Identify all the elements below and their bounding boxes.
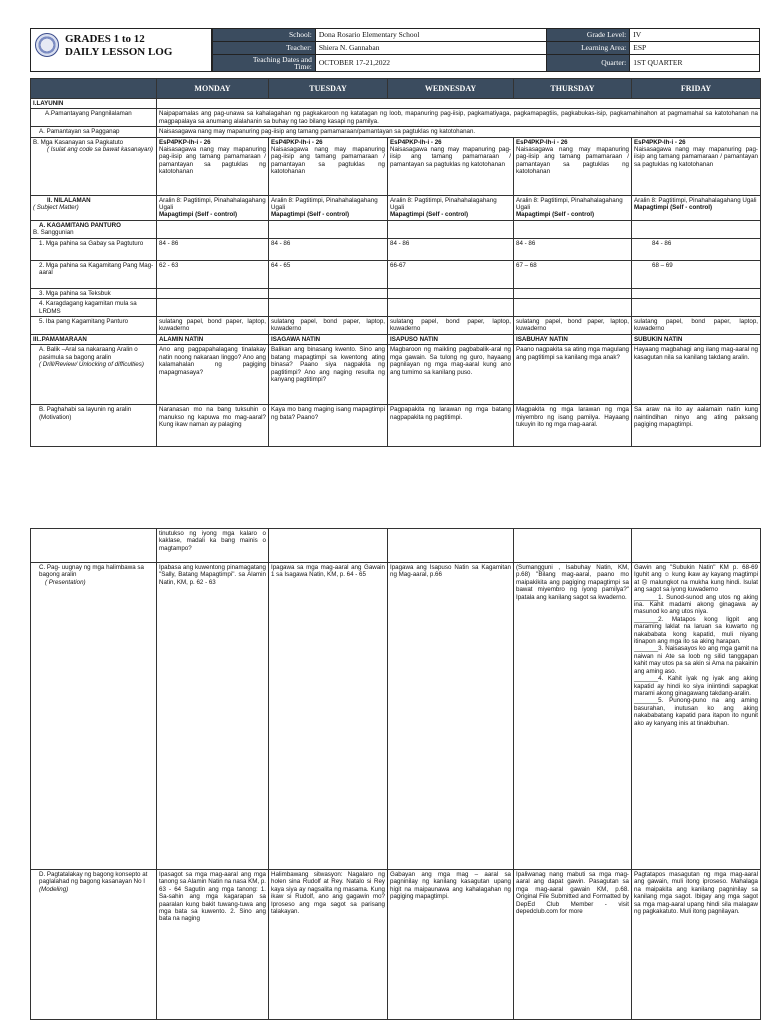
balik-aral-label (31, 345, 157, 405)
subukin-item-4: _______4. Kahit iyak ng iyak ang aking kapatid ay hindi ko siya iniintindi sapagkat marami akong ginagawang takdang-aralin. (634, 675, 758, 697)
competency: Naisasagawa nang may mapanuring pag-iisip ang tamang pamamaraan / pamantayan sa pagtuklas ng katotohanan (390, 146, 511, 168)
balik-aral-title: A. Balik –Aral sa nakaraang Aralin o pasimula sa bagong aralin (39, 346, 138, 361)
mapagtimpi: Mapagtimpi (Self - control) (390, 211, 469, 219)
school-info-table (212, 28, 760, 72)
pagtatalakay-thursday: Ipaliwanag nang mabuti sa mga mag-aaral ang dapat gawin. Pasagutan sa mga mag-aaral gawain KM, p.68. Original File Submitted and Formatted by DepEd Club Member - visit depedclub.com for more (514, 870, 632, 1020)
kasanayan-monday (157, 137, 269, 195)
title-line-2: DAILY LESSON LOG (65, 46, 173, 58)
empty-cell (31, 529, 157, 563)
dates-label-line-1: Teaching Dates and (252, 54, 312, 64)
code: EsP4PKP-Ih-i - 26 (516, 138, 568, 146)
deped-seal-icon (35, 33, 59, 57)
day-thursday: THURSDAY (514, 79, 632, 99)
empty-cell (388, 220, 514, 238)
pagtatalakay-title: D. Pagtatalakay ng bagong konsepto at paglalahad ng bagong kasanayan No I (39, 871, 148, 886)
kasanayan-title: B. Mga Kasanayan sa Pagkatuto (33, 138, 124, 146)
nilalaman-sub: ( Subject Matter) (33, 204, 79, 212)
pag-uugnay-monday: Ipabasa ang kuwentong pinamagatang "Sally, Batang Mapagtimpi". sa Alamin Natin, KM, p. 62 - 63 (157, 563, 269, 870)
gabay-tuesday: 84 - 86 (269, 238, 388, 260)
iba-thursday: sulatang papel, bond paper, laptop, kuwaderno (514, 317, 632, 335)
balik-aral-tuesday: Balikan ang binasang kwento. Sino ang batang mapagtimpi sa kwentong ating binasa? Paano siya nagpakita ng pagtitimpi? Ano ang naging resulta ng kanyang pagtitimpi? (269, 345, 388, 405)
kasanayan-sub: ( Isulat ang code sa bawat kasanayan) (47, 146, 153, 154)
title-line-1: GRADES 1 to 12 (65, 33, 145, 45)
quarter-value: 1ST QUARTER (630, 54, 760, 71)
empty-cell (269, 220, 388, 238)
kasanayan-wednesday (388, 137, 514, 195)
kasanayan-friday (632, 137, 761, 195)
pag-uugnay-thursday: (Sumangguni , Isabuhay Natin, KM, p.68) "Bilang mag-aaral, paano mo maipakikita ang pagiging mapagtimpi sa bawat miyembro ng iyong pamilya?" Ipatala ang kanilang sagot sa kwaderno. (514, 563, 632, 870)
pagtatalakay-tuesday: Halimbawang sitwasyon: Nagalaro ng holen sina Rudolf at Rey. Natalo si Rey kaya siya ay nagsalita ng masama. Kung ikaw si Rudolf, ano ang gagawin mo? Iproseso ang mga sagot sa parisang talakayan. (269, 870, 388, 1020)
balik-aral-thursday: Paano nagpakita sa ating mga magulang ang pagtitimpi sa kanilang mga anak? (514, 345, 632, 405)
school-value: Dona Rosario Elementary School (315, 29, 547, 42)
balik-aral-sub: ( Drill/Review/ Unlocking of difficulties) (39, 361, 144, 369)
phase-tuesday: ISAGAWA NATIN (269, 335, 388, 345)
kagamitang-pang-tuesday: 64 - 65 (269, 260, 388, 288)
dates-value: OCTOBER 17-21,2022 (315, 54, 547, 71)
gabay-friday: 84 - 86 (632, 238, 761, 260)
competency: Naisasagawa nang may mapanuring pag-iisip ang tamang pamamaraan / pamantayan sa pagtuklas ng katotohanan (271, 146, 385, 176)
teacher-value: Shiera N. Gannaban (315, 41, 547, 54)
aralin: Aralin 8: Pagtitimpi, Pinahahalagahang Ugali (390, 196, 497, 212)
empty-cell (157, 299, 269, 317)
aralin: Aralin 8: Pagtitimpi, Pinahahalagahang Ugali (159, 196, 266, 212)
kasanayan-label (31, 137, 157, 195)
pag-uugnay-tuesday: Ipagawa sa mga mag-aaral ang Gawain 1 sa Isagawa Natin, KM, p. 64 - 65 (269, 563, 388, 870)
kagamitan-title: A. KAGAMITANG PANTURO (39, 221, 121, 229)
paghahabi-wednesday: Pagpapakita ng larawan ng mga batang nagpapakita ng pagtitimpi. (388, 405, 514, 447)
kagamitang-pang-monday: 62 - 63 (157, 260, 269, 288)
competency: Naisasagawa nang may mapanuring pag-iisip ang tamang pamamaraan / pamantayan sa pagtuklas ng katotohanan (159, 146, 266, 176)
empty-cell (514, 529, 632, 563)
pagtatalakay-friday: Pagtatapos masagutan ng mga mag-aaral ang gawain, muli itong iproseso. Mahalaga na maipakita ang kanilang pagninilay sa kanilang mga sagot. Ibigay ang mga sagot sa mga mag-aaral upang hindi sila malagaw ng pagkakatuto. Muli itong pagnilayan. (632, 870, 761, 1020)
pamantayang-text: Naipapamalas ang pag-unawa sa kahalagahan ng pagkakaroon ng katatagan ng loob, mapanuring pag-iisip, pagkamatiyaga, pagkamapagtiis, pagkabukas-isip, pagkamahinahon at pagmamahal sa katotohanan na magpapalaya sa anumang alalahanin sa buhay ng tao bilang kasapi ng pamilya. (157, 109, 761, 127)
pagtatalakay-monday: Ipasagot sa mga mag-aaral ang mga tanong sa Alamin Natin na nasa KM, p. 63 - 64 Sagutin ang mga tanong: 1. Sa-sahin ang mga kagarapan sa paaralan kung bakit tuwang-tuwa ang mga bata sa kuwento. 2. Sino ang bata na naging (157, 870, 269, 1020)
area-value: ESP (630, 41, 760, 54)
mapagtimpi: Mapagtimpi (Self - control) (634, 204, 713, 212)
iba-wednesday: sulatang papel, bond paper, laptop, kuwaderno (388, 317, 514, 335)
code: EsP4PKP-Ih-i - 26 (634, 138, 686, 146)
empty-cell (157, 99, 761, 109)
empty-cell (269, 299, 388, 317)
karagdagang-label: 4. Karagdagang kagamitan mula sa LRDMS (31, 299, 157, 317)
code: EsP4PKP-Ih-i - 26 (390, 138, 442, 146)
iba-tuesday: sulatang papel, bond paper, laptop, kuwaderno (269, 317, 388, 335)
empty-cell (269, 288, 388, 298)
empty-cell (269, 529, 388, 563)
dates-label (213, 54, 316, 71)
phase-friday: SUBUKIN NATIN (632, 335, 761, 345)
phase-thursday: ISABUHAY NATIN (514, 335, 632, 345)
gabay-monday: 84 - 86 (157, 238, 269, 260)
empty-cell (157, 220, 269, 238)
nilalaman-tuesday (269, 195, 388, 220)
balik-aral-wednesday: Magbaroon ng maikling pagbabalik-aral ng mga gawain. Sa tulong ng guro, hayaang pagnilayan ng mga mag-aaral kung ano ang tumimo sa kanilang puso. (388, 345, 514, 405)
aralin: Aralin 8: Pagtitimpi, Pinahahalagahang Ugali (634, 196, 757, 204)
empty-cell (632, 529, 761, 563)
title-box (30, 28, 212, 72)
area-label: Learning Area: (547, 41, 630, 54)
nilalaman-wednesday (388, 195, 514, 220)
pagganap-label: A. Pamantayan sa Pagganap (31, 127, 157, 137)
paghahabi-friday: Sa araw na ito ay aalamain natin kung naintindihan ninyo ang ating paksang pagiging mapagtimpi. (632, 405, 761, 447)
day-monday: MONDAY (157, 79, 269, 99)
pagtatalakay-sub: (Modeling) (39, 885, 69, 893)
subukin-item-3: _______3. Naisasayos ko ang mga gamit na naiwan ni Ate sa loob ng silid tanggapan kahit may utos pa sa akin si Ama na pakainin ang aming aso. (634, 645, 758, 675)
nilalaman-friday (632, 195, 761, 220)
empty-cell (388, 529, 514, 563)
phase-monday: ALAMIN NATIN (157, 335, 269, 345)
page-2 (0, 528, 768, 1024)
competency: Naisasagawa nang may mapanuring pag-iisip ang tamang pamamaraan / pamantayan sa pagtuklas ng katotohanan (634, 146, 758, 168)
empty-cell (514, 288, 632, 298)
code: EsP4PKP-Ih-i - 26 (159, 138, 211, 146)
subukin-intro: Gawin ang "Subukin Natin" KM p. 68-69 Iguhit ang ☺ kung ikaw ay kayang magtimpi at ☹ malungkot na mukha kung hindi. Isulat ang sagot sa iyong kuwaderno (634, 564, 758, 594)
kagamitan-label (31, 220, 157, 238)
pag-uugnay-title: C. Pag- uugnay ng mga halimbawa sa bagong aralin (39, 564, 144, 579)
paghahabi-label: B. Paghahabi sa layunin ng aralin (Motivation) (31, 405, 157, 447)
layunin-heading: I.LAYUNIN (31, 99, 157, 109)
kagamitang-pang-friday: 68 – 69 (632, 260, 761, 288)
pagtatalakay-wednesday: Gabayan ang mga mag – aaral sa pagninilay ng kanilang kasagutan upang higit na maipaunawa ang kahalagahan ng pagiging mapagtimpi. (388, 870, 514, 1020)
empty-cell (514, 220, 632, 238)
pamantayang-label: A.Pamantayang Pangnilalaman (31, 109, 157, 127)
paghahabi-tuesday: Kaya mo bang maging isang mapagtimpi ng bata? Paano? (269, 405, 388, 447)
nilalaman-thursday (514, 195, 632, 220)
gabay-wednesday: 84 - 86 (388, 238, 514, 260)
gabay-thursday: 84 - 86 (514, 238, 632, 260)
aralin: Aralin 8: Pagtitimpi, Pinahahalagahang Ugali (271, 196, 378, 212)
grade-value: IV (630, 29, 760, 42)
kagamitang-pang-wednesday: 66-67 (388, 260, 514, 288)
document-title (65, 33, 172, 59)
pag-uugnay-friday (632, 563, 761, 870)
dates-label-line-2: Time: (294, 61, 312, 71)
lesson-table-page-2 (30, 528, 761, 1020)
kasanayan-thursday (514, 137, 632, 195)
subukin-item-1: _______1. Sunod-sunod ang utos ng aking ina. Kahit madami akong ginagawa ay masunod ko ang utos niya. (634, 593, 758, 616)
subukin-item-2: _______2. Matapos kong ligpit ang maraming laklat na laruan sa kuwarto ng nakababata kong kapatid, muli niyang itinapon ang mga ito sa aking harapan. (634, 615, 758, 646)
kagamitang-pang-thursday: 67 – 68 (514, 260, 632, 288)
school-label: School: (213, 29, 316, 42)
empty-cell (632, 288, 761, 298)
pag-uugnay-wednesday: Ipagawa ang Isapuso Natin sa Kagamitan ng Mag-aaral, p.66 (388, 563, 514, 870)
balik-aral-monday: Ano ang pagpapahalagang tinalakay natin noong nakaraan linggo? Ano ang kalamahalan ng pagiging mapagmasaya? (157, 345, 269, 405)
page-1 (0, 0, 768, 475)
gabay-label: 1. Mga pahina sa Gabay sa Pagtuturo (31, 238, 157, 260)
nilalaman-label (31, 195, 157, 220)
teacher-label: Teacher: (213, 41, 316, 54)
grade-label: Grade Level: (547, 29, 630, 42)
iba-monday: sulatang papel, bond paper, laptop, kuwaderno (157, 317, 269, 335)
empty-cell (157, 288, 269, 298)
subukin-item-5: _______5. Punong-puno na ang aming basurahan, inutusan ko ang aking nakababatang kapatid para itapon ito ngunit ako ay kanyang inis at tinakbuhan. (634, 697, 758, 727)
header-corner (31, 79, 157, 99)
pag-uugnay-sub: ( Presentation) (45, 578, 86, 586)
pamamaraan-heading: III..PAMAMARAAN (31, 335, 157, 345)
day-wednesday: WEDNESDAY (388, 79, 514, 99)
pagganap-text: Naisasagawa nang may mapanuring pag-iisip ang tamang pamamaraan/pamantayan sa pagtuklas ng katotohanan. (157, 127, 761, 137)
code: EsP4PKP-Ih-i - 26 (271, 138, 323, 146)
day-friday: FRIDAY (632, 79, 761, 99)
empty-cell (632, 220, 761, 238)
continued-monday: tinutukso ng iyong mga kalaro o kaklase, madali ka bang mainis o magtampo? (157, 529, 269, 563)
empty-cell (514, 299, 632, 317)
iba-label: 5. Iba pang Kagamitang Panturo (31, 317, 157, 335)
phase-wednesday: ISAPUSO NATIN (388, 335, 514, 345)
paghahabi-monday: Naranasan mo na bang tuksuhin o manukso ng kapuwa mo mag-aaral? Kung ikaw naman ay palaging (157, 405, 269, 447)
aralin: Aralin 8: Pagtitimpi, Pinahahalagahang Ugali (516, 196, 623, 212)
pagtatalakay-label (31, 870, 157, 1020)
nilalaman-title: II. NILALAMAN (47, 196, 91, 204)
competency: Naisasagawa nang may mapanuring pag-iisip ang tamang pamamaraan / pamantayan sa pagtuklas ng katotohanan (516, 146, 629, 176)
empty-cell (388, 299, 514, 317)
mapagtimpi: Mapagtimpi (Self - control) (159, 211, 238, 219)
paghahabi-thursday: Magpakita ng mga larawan ng mga miyembro ng isang pamilya. Hayaang tukuyin ito ng mga mag-aaral. (514, 405, 632, 447)
mapagtimpi: Mapagtimpi (Self - control) (516, 211, 595, 219)
pag-uugnay-label (31, 563, 157, 870)
day-tuesday: TUESDAY (269, 79, 388, 99)
iba-friday: sulatang papel, bond paper, laptop, kuwaderno (632, 317, 761, 335)
kasanayan-tuesday (269, 137, 388, 195)
nilalaman-monday (157, 195, 269, 220)
sanggunian-title: B. Sanggunian (33, 229, 74, 237)
lesson-table-page-1 (30, 78, 761, 447)
quarter-label: Quarter: (547, 54, 630, 71)
empty-cell (388, 288, 514, 298)
teksbuk-label: 3. Mga pahina sa Teksbuk (31, 288, 157, 298)
balik-aral-friday: Hayaang magbahagi ang ilang mag-aaral ng kasagutan nila sa kanilang takdang aralin. (632, 345, 761, 405)
lesson-log-header (30, 28, 760, 76)
kagamitang-pang-label: 2. Mga pahina sa Kagamitang Pang Mag-aaral (31, 260, 157, 288)
empty-cell (632, 299, 761, 317)
mapagtimpi: Mapagtimpi (Self - control) (271, 211, 350, 219)
